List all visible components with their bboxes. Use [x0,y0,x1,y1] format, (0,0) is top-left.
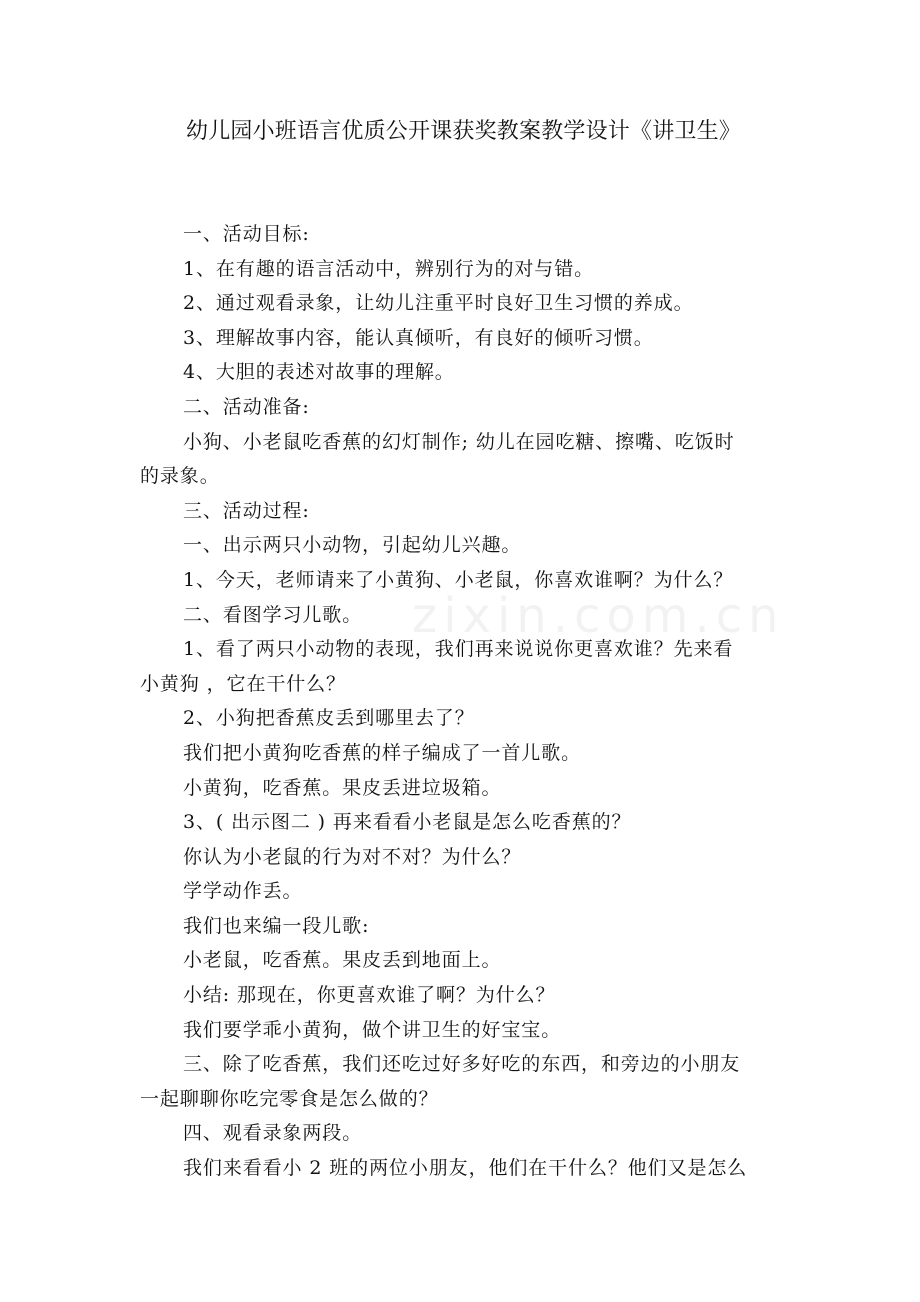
paragraph-line: 2、小狗把香蕉皮丢到哪里去了？ [183,707,475,730]
paragraph-line: 三、除了吃香蕉，我们还吃过好多好吃的东西，和旁边的小朋友 [183,1053,741,1076]
paragraph-line: 我们要学乖小黄狗，做个讲卫生的好宝宝。 [183,1018,562,1041]
section-heading-preparation: 二、活动准备: [183,395,310,418]
paragraph-line: 3、理解故事内容，能认真倾听，有良好的倾听习惯。 [183,326,654,349]
paragraph-line: 1、在有趣的语言活动中，辨别行为的对与错。 [183,257,594,280]
paragraph-line: 3、( 出示图二 ) 再来看看小老鼠是怎么吃香蕉的？ [183,811,632,834]
paragraph-line-continued: 的录象。 [140,465,220,488]
paragraph-line: 小老鼠，吃香蕉。果皮丢到地面上。 [183,949,502,972]
paragraph-line-continued: 小黄狗 ，它在干什么？ [140,672,346,695]
paragraph-line: 一、出示两只小动物，引起幼儿兴趣。 [183,534,522,557]
paragraph-line: 我们来看看小 2 班的两位小朋友，他们在干什么？他们又是怎么 [183,1157,748,1180]
document-body [140,217,782,1186]
paragraph-line: 2、通过观看录象，让幼儿注重平时良好卫生习惯的养成。 [183,292,694,315]
paragraph-line: 小黄狗，吃香蕉。果皮丢进垃圾箱。 [183,776,502,799]
paragraph-line: 学学动作丢。 [183,880,303,903]
paragraph-line: 1、今天，老师请来了小黄狗、小老鼠，你喜欢谁啊？为什么？ [183,568,734,591]
paragraph-line: 你认为小老鼠的行为对不对？为什么？ [183,845,522,868]
paragraph-line: 二、看图学习儿歌。 [183,603,363,626]
paragraph-line: 4、大胆的表述对故事的理解。 [183,361,455,384]
section-heading-goals: 一、活动目标: [183,223,310,245]
watermark: zixin.com.cn [412,588,785,644]
paragraph-line: 小狗、小老鼠吃香蕉的幻灯制作; 幼儿在园吃糖、擦嘴、吃饭时 [183,430,735,453]
paragraph-line: 1、看了两只小动物的表现，我们再来说说你更喜欢谁？先来看 [183,638,734,661]
paragraph-line: 我们也来编一段儿歌: [183,914,370,937]
paragraph-line: 四、观看录象两段。 [183,1122,363,1145]
paragraph-line-continued: 一起聊聊你吃完零食是怎么做的？ [140,1087,439,1110]
document-title: 幼儿园小班语言优质公开课获奖教案教学设计《讲卫生》 [186,119,742,144]
section-heading-process: 三、活动过程: [183,499,310,522]
paragraph-line: 我们把小黄狗吃香蕉的样子编成了一首儿歌。 [183,741,582,764]
paragraph-line: 小结: 那现在，你更喜欢谁了啊？为什么？ [183,984,556,1007]
